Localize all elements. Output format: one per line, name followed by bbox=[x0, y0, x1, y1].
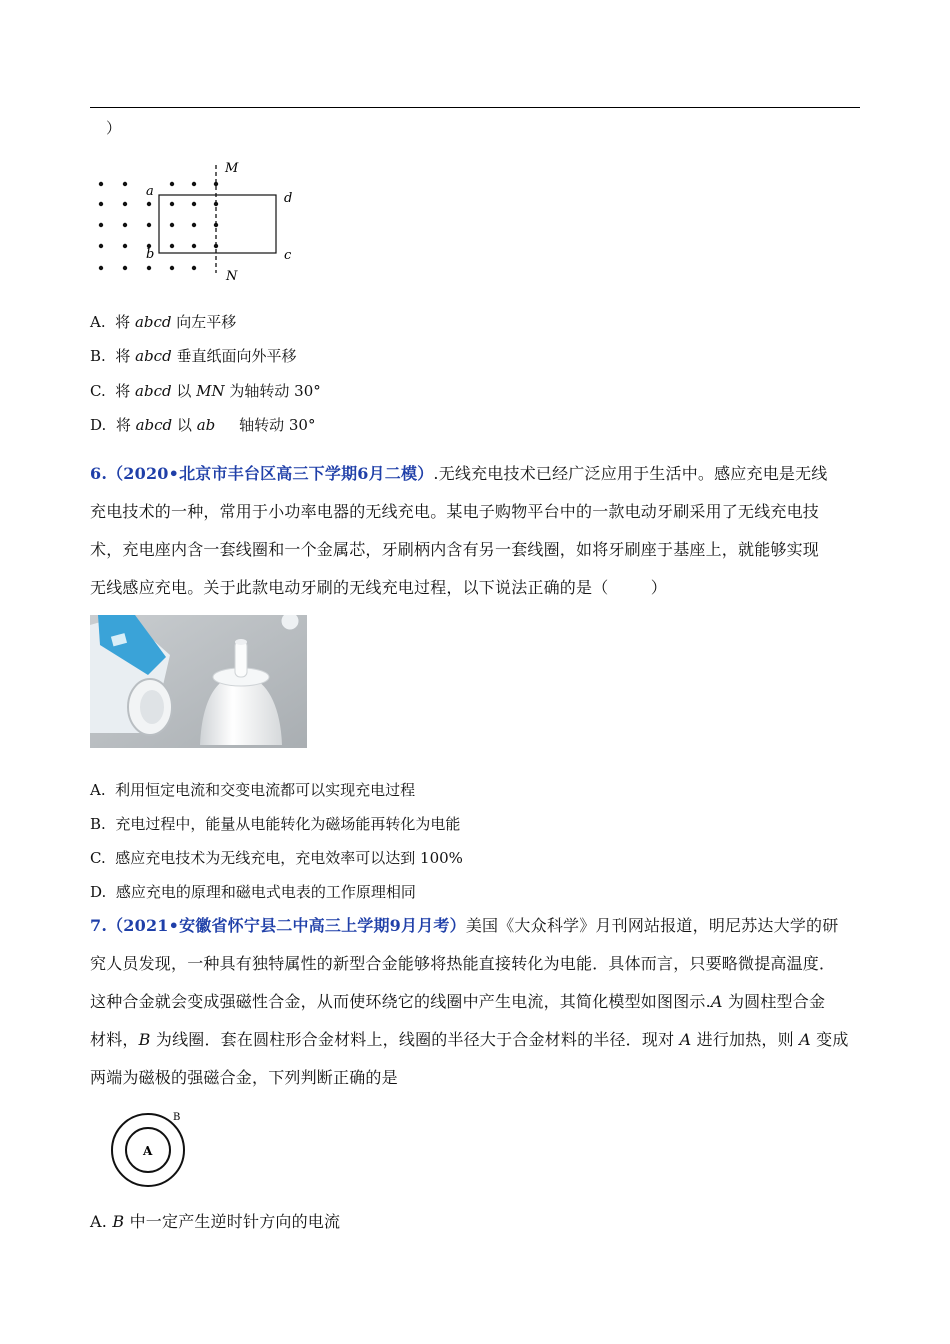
q6-option-c[interactable]: C. 感应充电技术为无线充电，充电效率可以达到 100% bbox=[90, 849, 463, 867]
q5-option-d[interactable]: D. 将 abcd 以 ab 轴转动 30° bbox=[90, 416, 316, 434]
q6-number: 6. bbox=[90, 464, 108, 483]
q5-option-a[interactable]: A. 将 abcd 向左平移 bbox=[90, 313, 237, 331]
toothbrush-photo bbox=[90, 615, 307, 748]
q5-figure bbox=[90, 155, 310, 285]
q6-option-a[interactable]: A. 利用恒定电流和交变电流都可以实现充电过程 bbox=[90, 781, 416, 799]
q7-line-2: 究人员发现，一种具有独特属性的新型合金能够将热能直接转化为电能．具体而言，只要略微提高温度． bbox=[90, 954, 836, 973]
label-B: B bbox=[173, 1112, 181, 1123]
label-b: b bbox=[146, 247, 155, 262]
q6-option-b[interactable]: B. 充电过程中，能量从电能转化为磁场能再转化为电能 bbox=[90, 815, 461, 833]
q6-source: （2020•北京市丰台区高三下学期6月二模） bbox=[107, 464, 434, 483]
q6-option-d[interactable]: D. 感应充电的原理和磁电式电表的工作原理相同 bbox=[90, 883, 416, 901]
q5-paren-close: ） bbox=[106, 119, 122, 137]
q7-line-4: 材料，B 为线圈．套在圆柱形合金材料上，线圈的半径大于合金材料的半径．现对 A 进行加热，则 A 变成 bbox=[90, 1030, 849, 1049]
label-a: a bbox=[146, 184, 154, 199]
q6-line-1: 6.（2020•北京市丰台区高三下学期6月二模）.无线充电技术已经广泛应用于生活中。感应充电是无线 bbox=[90, 464, 828, 483]
q7-line-5: 两端为磁极的强磁合金，下列判断正确的是 bbox=[90, 1068, 398, 1087]
header-rule bbox=[90, 107, 860, 108]
label-c: c bbox=[284, 248, 292, 263]
q7-number: 7. bbox=[90, 916, 108, 935]
label-d: d bbox=[284, 191, 293, 206]
label-A: A bbox=[143, 1144, 153, 1158]
q5-option-b[interactable]: B. 将 abcd 垂直纸面向外平移 bbox=[90, 347, 297, 365]
coil-figure bbox=[105, 1110, 195, 1190]
label-N: N bbox=[226, 269, 238, 284]
q7-option-a[interactable]: A. B 中一定产生逆时针方向的电流 bbox=[90, 1212, 341, 1231]
q7-line-1: 7.（2021•安徽省怀宁县二中高三上学期9月月考）美国《大众科学》月刊网站报道，明尼苏达大学的研 bbox=[90, 916, 839, 935]
q5-option-c[interactable]: C. 将 abcd 以 MN 为轴转动 30° bbox=[90, 382, 321, 400]
q6-line-2: 充电技术的一种，常用于小功率电器的无线充电。某电子购物平台中的一款电动牙刷采用了无线充电技 bbox=[90, 502, 820, 521]
q7-line-3: 这种合金就会变成强磁性合金，从而使环绕它的线圈中产生电流，其简化模型如图图示.A 为圆柱型合金 bbox=[90, 992, 826, 1011]
q6-line-4: 无线感应充电。关于此款电动牙刷的无线充电过程，以下说法正确的是（ ） bbox=[90, 578, 667, 597]
q6-line-3: 术，充电座内含一套线圈和一个金属芯，牙刷柄内含有另一套线圈，如将牙刷座于基座上，就能够实现 bbox=[90, 540, 820, 559]
q7-source: （2021•安徽省怀宁县二中高三上学期9月月考） bbox=[107, 916, 466, 935]
label-M: M bbox=[225, 161, 239, 176]
